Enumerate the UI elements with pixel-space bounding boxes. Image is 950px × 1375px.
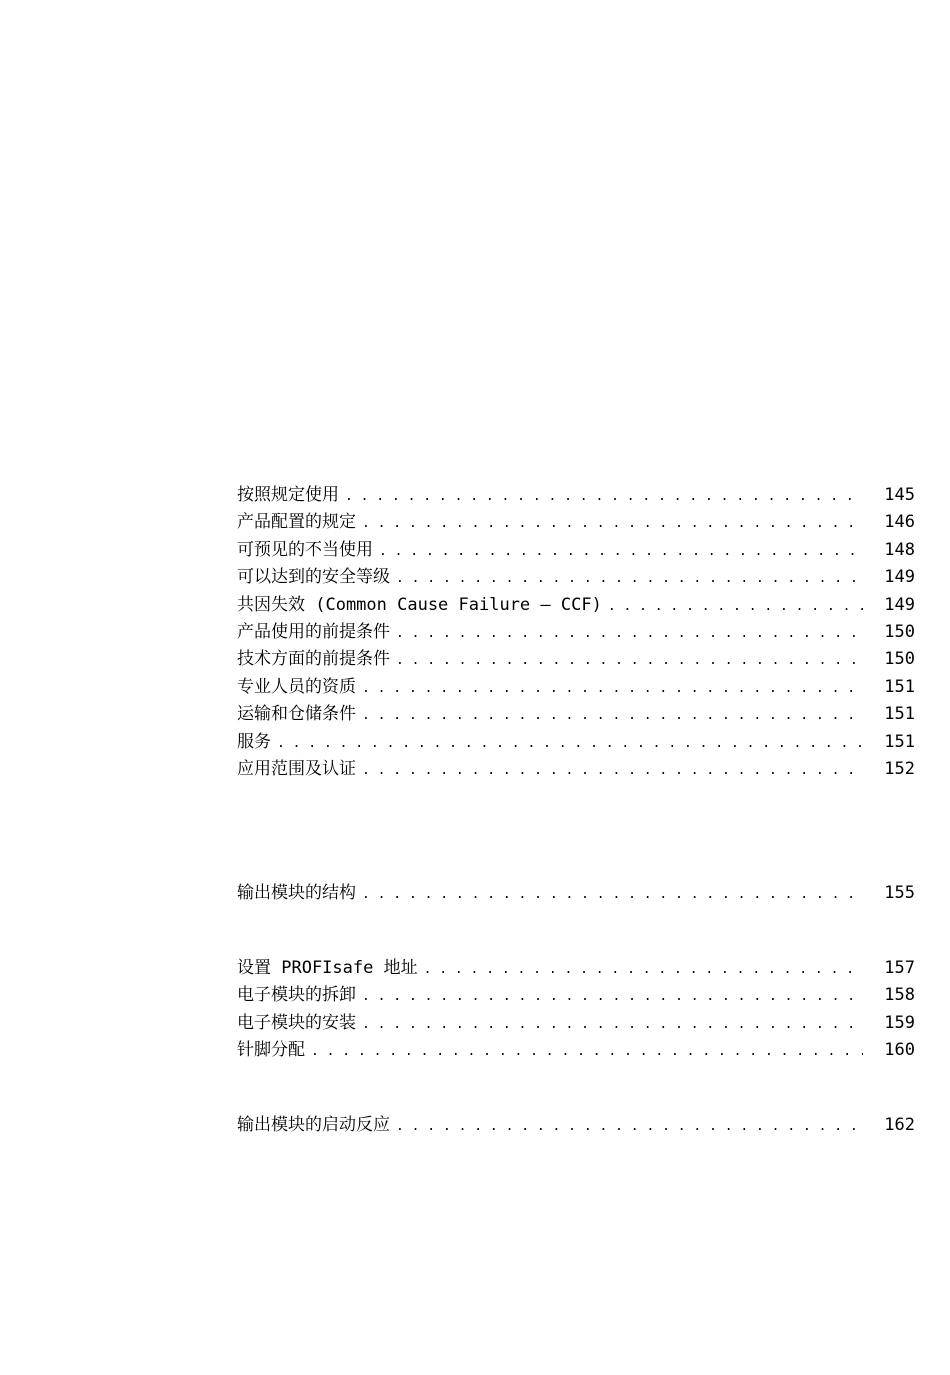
toc-leader-dots [362,1011,863,1038]
toc-entry-title: 技术方面的前提条件 [237,649,390,670]
toc-entry-title: 产品配置的规定 [237,512,356,533]
toc-section-4 [237,1112,915,1139]
toc-entry-title: 设置 PROFIsafe 地址 [237,958,418,978]
toc-entry-page: 160 [884,1040,915,1061]
toc-entry-page: 155 [884,883,915,903]
toc-entry[interactable] [237,729,915,756]
toc-entry-title: 服务 [237,731,271,752]
toc-entry[interactable] [237,880,915,907]
toc-entry-page: 148 [884,539,915,560]
toc-entry[interactable] [237,482,915,509]
toc-leader-dots [362,881,863,908]
toc-entry-page: 146 [884,512,915,533]
toc-entry-page: 162 [884,1115,915,1135]
toc-leader-dots [311,1038,863,1065]
toc-entry-page: 151 [884,704,915,725]
toc-entry[interactable] [237,674,915,701]
toc-leader-dots [396,647,863,674]
toc-entry[interactable] [237,756,915,783]
toc-leader-dots [362,983,863,1010]
toc-entry-page: 157 [884,958,915,978]
toc-entry[interactable] [237,982,915,1009]
toc-entry[interactable] [237,537,915,564]
toc-entry-title: 按照规定使用 [237,485,339,505]
toc-entry[interactable] [237,1010,915,1037]
toc-entry-page: 149 [884,594,915,615]
toc-section-3 [237,955,915,1065]
toc-entry-page: 151 [884,676,915,697]
toc-entry[interactable] [237,564,915,591]
toc-leader-dots [396,620,863,647]
toc-leader-dots [362,510,863,537]
toc-leader-dots [362,675,863,702]
toc-entry-title: 输出模块的结构 [237,883,356,903]
toc-entry-page: 150 [884,649,915,670]
toc-entry[interactable] [237,955,915,982]
toc-entry-title: 专业人员的资质 [237,676,356,697]
toc-entry-title: 共因失效 (Common Cause Failure – CCF) [237,594,602,615]
toc-entry[interactable] [237,1112,915,1139]
toc-entry-title: 运输和仓储条件 [237,704,356,725]
toc-leader-dots [362,757,863,784]
toc-entry-page: 152 [884,758,915,779]
toc-entry-page: 145 [884,485,915,505]
toc-section-1 [237,482,915,783]
toc-entry-title: 产品使用的前提条件 [237,621,390,642]
toc-entry-page: 149 [884,567,915,588]
toc-leader-dots [379,538,863,565]
toc-leader-dots [362,702,863,729]
toc-entry-page: 151 [884,731,915,752]
toc-entry-title: 电子模块的拆卸 [237,985,356,1006]
toc-entry[interactable] [237,619,915,646]
toc-entry-title: 电子模块的安装 [237,1012,356,1033]
toc-entry[interactable] [237,509,915,536]
toc-leader-dots [277,730,863,757]
toc-leader-dots [396,1113,863,1140]
toc-leader-dots [345,483,863,510]
toc-leader-dots [424,956,863,983]
toc-entry-page: 159 [884,1012,915,1033]
toc-entry[interactable] [237,701,915,728]
toc-entry-title: 可以达到的安全等级 [237,567,390,588]
toc-leader-dots [608,593,863,620]
toc-entry-title: 可预见的不当使用 [237,539,373,560]
toc-entry-title: 输出模块的启动反应 [237,1115,390,1135]
toc-entry-page: 150 [884,621,915,642]
toc-entry[interactable] [237,592,915,619]
toc-entry-title: 针脚分配 [237,1040,305,1061]
toc-entry-title: 应用范围及认证 [237,758,356,779]
toc-section-2 [237,880,915,907]
toc-entry[interactable] [237,1037,915,1064]
toc-leader-dots [396,565,863,592]
toc-entry-page: 158 [884,985,915,1006]
toc-entry[interactable] [237,646,915,673]
